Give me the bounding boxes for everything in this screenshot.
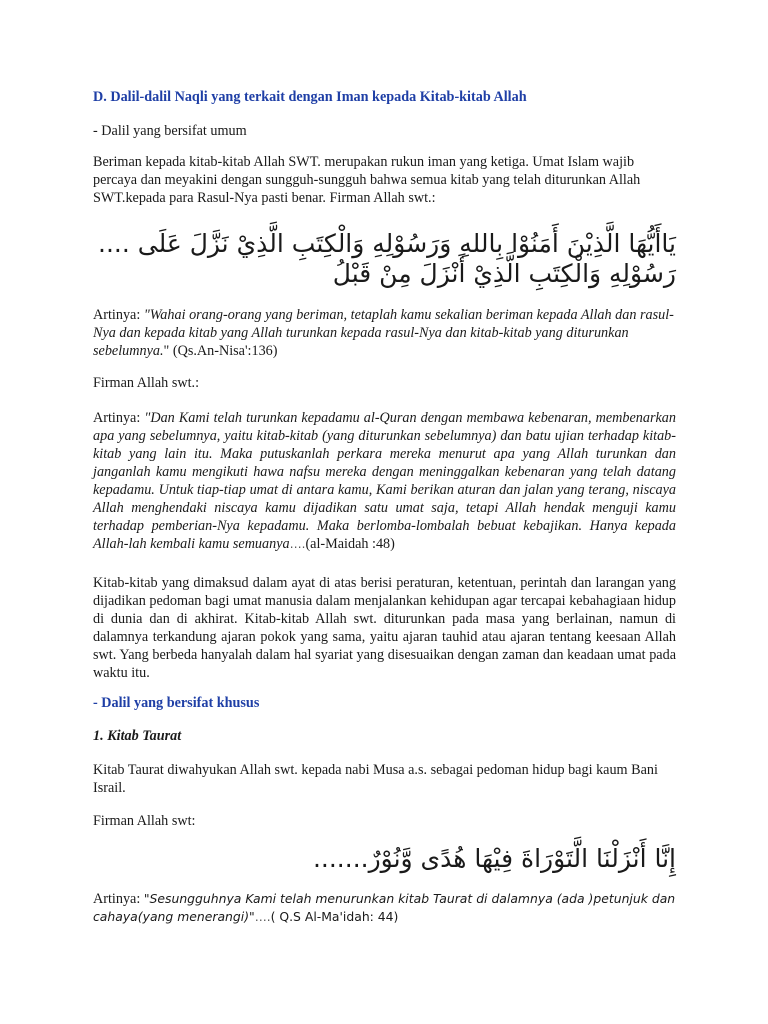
translation-text: "Dan Kami telah turunkan kepadamu al-Quran dengan membawa kebenaran, membenarkan apa yang sebelumnya, yaitu kitab-kitab (yang diturunkan sebelumnya) dan batu ujian terhadap kitab-kitab yang lain itu. Maka putuskanlah perkara mereka menurut apa yang Allah turunkan dan janganlah kamu mengikuti hawa nafsu mereka dengan meninggalkan kebenaran yang telah datang kepadamu. Untuk tiap-tiap umat di antara kamu, Kami berikan aturan dan jalan yang terang, niscaya Allah menghendaki niscaya kamu dijadikan satu umat saja, tetapi Allah hendak menguji kamu terhadap pemberian-Nya kepadamu. Maka berlomba-lombalah bebuat kebajikan. Hanya kepada Allah-lah kembali kamu semuanya [93, 410, 676, 552]
firman-label-2: Firman Allah swt.: [93, 375, 200, 391]
taurat-paragraph: Kitab Taurat diwahyukan Allah swt. kepada nabi Musa a.s. sebagai pedoman hidup bagi kaum Bani Israil. [93, 762, 658, 796]
verse-2-translation [93, 409, 676, 553]
kitab-taurat-heading: 1. Kitab Taurat [93, 728, 182, 744]
translation-text: "Sesungguhnya Kami telah menurunkan kitab Taurat di dalamnya (ada )petunjuk dan cahaya(yang menerangi)" [93, 891, 676, 924]
artinya-label: Artinya: [93, 307, 144, 323]
artinya-label: Artinya: [93, 891, 144, 907]
verse-1-translation [93, 306, 676, 360]
citation: " (Qs.An-Nisa':136) [163, 343, 278, 359]
intro-paragraph: Beriman kepada kitab-kitab Allah SWT. merupakan rukun iman yang ketiga. Umat Islam wajib percaya dan meyakini dengan sungguh-sungguh bahwa semua kitab yang telah diturunkan Allah SWT.kepada para Rasul-Nya pasti benar. Firman Allah swt.: [93, 154, 641, 206]
translation-text: "Wahai orang-orang yang beriman, tetaplah kamu sekalian beriman kepada Allah dan rasul-Nya dan kepada kitab yang Allah turunkan kepada rasul-Nya dan kitab-kitab yang diturunkan sebelumnya. [93, 307, 674, 359]
firman-label-3: Firman Allah swt: [93, 813, 196, 829]
explanation-paragraph: Kitab-kitab yang dimaksud dalam ayat di atas berisi peraturan, ketentuan, perintah dan larangan yang dijadikan pedoman bagi umat manusia dalam menjalankan kehidupan agar tercapai kebahagiaan hidup di dunia dan di akhirat. Kitab-kitab Allah swt. diturunkan pada masa yang berlainan, namun di dalamnya terkandung ajaran pokok yang sama, yaitu ajaran tauhid atau ajaran tentang keesaan Allah swt. Yang berbeda hanyalah dalam hal syariat yang disesuaikan dengan zaman dan keadaan umat pada waktu itu. [93, 575, 676, 681]
artinya-label: Artinya: [93, 410, 145, 426]
dalil-umum-label: - Dalil yang bersifat umum [93, 123, 247, 139]
citation: ( Q.S Al-Ma'idah: 44) [270, 909, 399, 924]
section-heading: D. Dalil-dalil Naqli yang terkait dengan Iman kepada Kitab-kitab Allah [93, 89, 527, 105]
verse-3-translation [93, 890, 676, 926]
arabic-verse-3: إِنَّا أَنْزَلْنَا الَّتَوْرَاةَ فِيْهَا هُدًى وَّنُوْرٌ....... [312, 844, 676, 873]
ellipsis: …. [254, 910, 271, 924]
dalil-khusus-label: - Dalil yang bersifat khusus [93, 695, 260, 711]
arabic-verse-1-line-1: يَاأَيُّهَا الَّذِيْنَ أَمَنُوْا بِاللهِ وَرَسُوْلِهِ وَالْكِتَبِ الَّذِيْ نَزَّلَ عَلَى .... [98, 229, 676, 258]
arabic-verse-1-line-2: رَسُوْلِهِ وَالْكِتَبِ الَّذِيْ أَنْزَلَ مِنْ قَبْلُ [332, 259, 676, 288]
citation: (al-Maidah :48) [305, 536, 395, 552]
ellipsis: …. [289, 537, 306, 551]
